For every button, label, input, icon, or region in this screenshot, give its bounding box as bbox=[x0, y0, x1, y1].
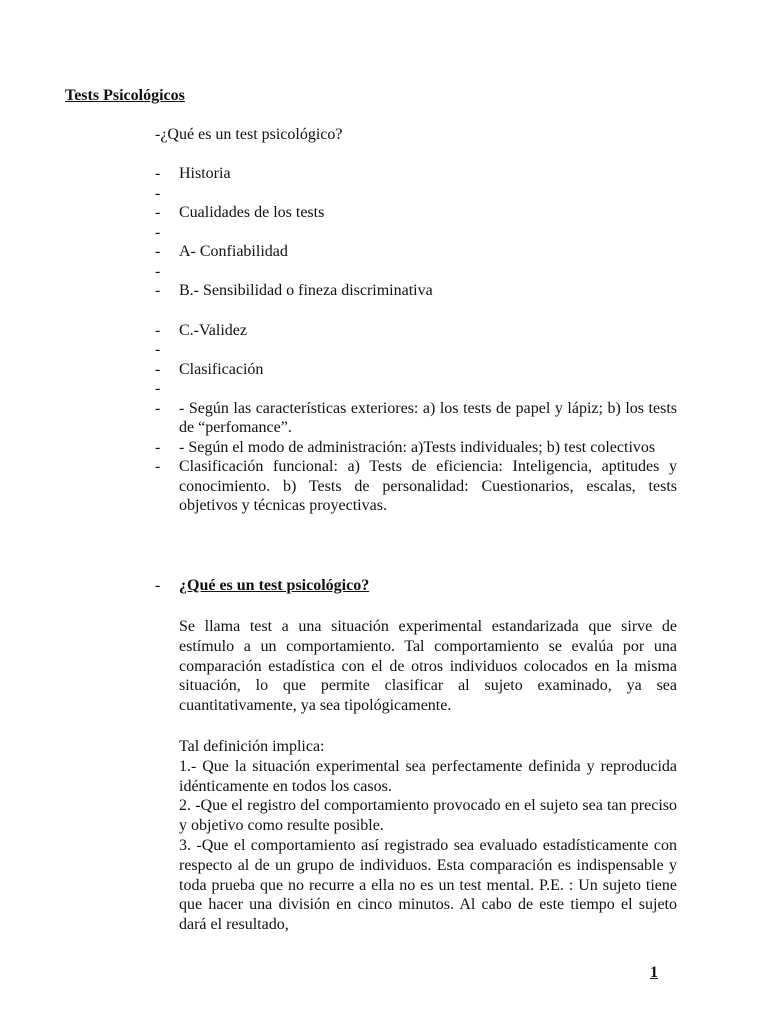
list-dash: - bbox=[155, 577, 161, 594]
list-item bbox=[155, 242, 677, 262]
list-dash: - bbox=[155, 262, 161, 280]
list-item-text: Clasificación funcional: a) Tests de eficiencia: Inteligencia, aptitudes y conocimiento. b) Tests de personalidad: Cuestionarios, escalas, tests objetivos y técnicas proyectivas. bbox=[179, 458, 677, 514]
list-dash: - bbox=[155, 223, 161, 241]
list-dash: - bbox=[155, 458, 161, 475]
list-item-text: Clasificación bbox=[179, 360, 264, 378]
definition-section bbox=[155, 576, 677, 935]
list-item bbox=[155, 360, 677, 380]
list-item bbox=[155, 164, 677, 184]
list-dash: - bbox=[155, 360, 161, 378]
list-item bbox=[155, 281, 677, 301]
list-dash: - bbox=[155, 204, 161, 221]
list-item-text: - Según las características exteriores: a) los tests de papel y lápiz; b) los tests de “perfomance”. bbox=[179, 399, 677, 436]
list-dash: - bbox=[155, 243, 161, 260]
list-dash: - bbox=[155, 399, 161, 417]
list-item bbox=[155, 203, 677, 223]
list-dash: - bbox=[155, 341, 161, 358]
list-item bbox=[155, 184, 677, 204]
list-item bbox=[155, 321, 677, 341]
implication-intro: Tal definición implica: bbox=[179, 737, 325, 755]
list-item-text: C.-Validez bbox=[179, 321, 247, 339]
outline-list bbox=[155, 164, 677, 516]
implication-point-2: 2. -Que el registro del comportamiento provocado en el sujeto sea tan preciso y objetivo como resulte posible. bbox=[179, 797, 677, 835]
list-item-text: - Según el modo de administración: a)Tests individuales; b) test colectivos bbox=[179, 438, 656, 456]
implication-point-3: 3. -Que el comportamiento así registrado sea evaluado estadísticamente con respecto al de un grupo de individuos. Esta comparación es indispensable y toda prueba que no recurre a ella no es un test mental. P.E. : Un sujeto tiene que hacer una división en cinco minutos. Al cabo de este tiempo el sujeto dará el resultado, bbox=[179, 836, 677, 934]
blank-line bbox=[155, 301, 677, 321]
list-item bbox=[155, 340, 677, 360]
list-dash: - bbox=[155, 321, 161, 339]
section-heading-text: ¿Qué es un test psicológico? bbox=[179, 577, 370, 594]
list-dash: - bbox=[155, 380, 161, 397]
list-item-text: Cualidades de los tests bbox=[179, 204, 325, 221]
page-number: 1 bbox=[650, 964, 658, 981]
list-dash: - bbox=[155, 282, 161, 299]
list-dash: - bbox=[155, 438, 161, 456]
list-dash: - bbox=[155, 184, 161, 202]
definition-paragraph: Se llama test a una situación experimental estandarizada que sirve de estímulo a un comportamiento. Tal comportamiento se evalúa por una comparación estadística con el de otros individuos colocados en la misma situación, lo que permite clasificar al sujeto examinado, ya sea cuantitativamente, ya sea tipológicamente. bbox=[179, 618, 677, 715]
list-item-text: A- Confiabilidad bbox=[179, 243, 288, 260]
list-item-text: B.- Sensibilidad o fineza discriminativa bbox=[179, 282, 433, 299]
section-heading bbox=[155, 576, 677, 596]
list-item bbox=[155, 399, 677, 438]
list-item bbox=[155, 223, 677, 243]
list-item bbox=[155, 457, 677, 516]
implication-point-1: 1.- Que la situación experimental sea perfectamente definida y reproducida idénticamente en todos los casos. bbox=[179, 757, 677, 795]
list-item-text: Historia bbox=[179, 165, 231, 182]
list-item bbox=[155, 438, 677, 458]
list-item bbox=[155, 262, 677, 282]
document-title: Tests Psicológicos bbox=[65, 87, 185, 104]
list-item bbox=[155, 379, 677, 399]
list-dash: - bbox=[155, 165, 161, 182]
intro-question: -¿Qué es un test psicológico? bbox=[155, 126, 343, 143]
